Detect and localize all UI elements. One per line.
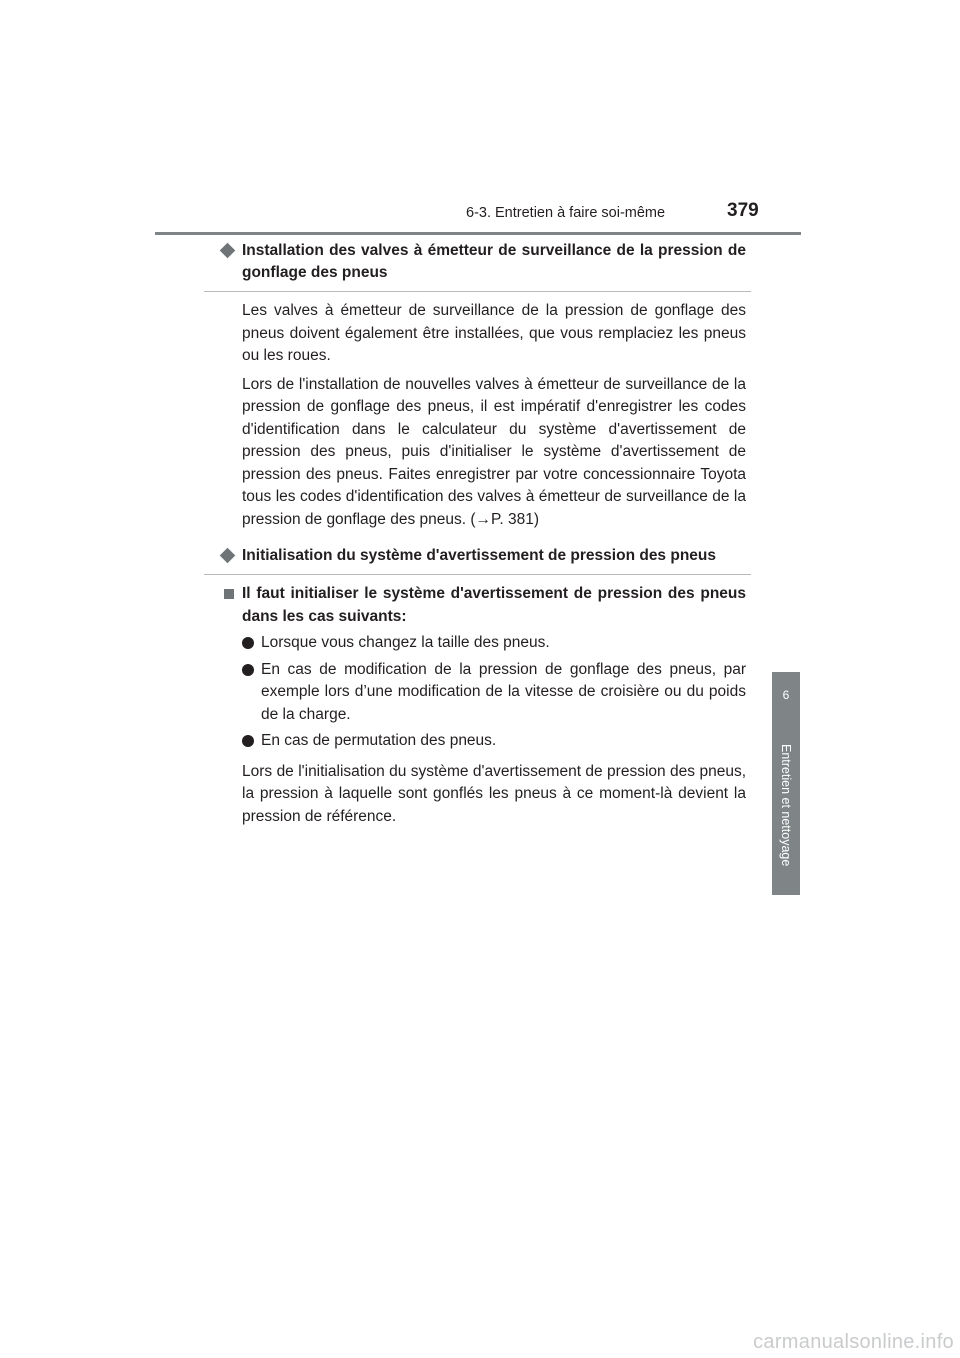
header-divider (155, 232, 801, 235)
diamond-bullet-icon (220, 243, 236, 259)
section-heading-text: Initialisation du système d'avertissement de pression des pneus (242, 547, 717, 564)
page-number: 379 (727, 200, 759, 221)
list-item (218, 659, 746, 727)
list-item-text: En cas de permutation des pneus. (261, 732, 497, 749)
running-header-section: 6-3. Entretien à faire soi-même (466, 205, 666, 221)
round-bullet-icon (242, 735, 254, 747)
section-heading-valve-installation (218, 240, 746, 292)
paragraph: Les valves à émetteur de surveillance de la pression de gonflage des pneus doivent également être installées, que vous remplaciez les pneus ou les roues. (242, 302, 746, 364)
paragraph: Lors de l'initialisation du système d'avertissement de pression des pneus, la pression à laquelle sont gonflés les pneus à ce moment-là devient la pression de référence. (242, 762, 746, 825)
chapter-number: 6 (782, 688, 790, 702)
diamond-bullet-icon (220, 548, 236, 564)
square-bullet-icon (224, 589, 234, 599)
list-item-text: En cas de modification de la pression de gonflage des pneus, par exemple lors d’une modification de la vitesse de croisière ou du poids de la charge. (261, 660, 746, 723)
chapter-label: Entretien et nettoyage (779, 744, 793, 867)
round-bullet-icon (242, 664, 254, 676)
list-item-text: Lorsque vous changez la taille des pneus. (261, 634, 550, 651)
section-heading-text: Installation des valves à émetteur de surveillance de la pression de gonflage des pneus (242, 242, 746, 281)
section-heading-initialization (218, 545, 746, 575)
subsection-heading-text: Il faut initialiser le système d'avertissement de pression des pneus dans les cas suivants: (242, 585, 746, 625)
watermark: carmanualsonline.info (753, 1331, 954, 1353)
chapter-side-tab (772, 672, 800, 895)
subsection-heading (218, 583, 746, 628)
page-content (218, 240, 746, 834)
paragraph: Lors de l'installation de nouvelles valves à émetteur de surveillance de la pression de gonflage des pneus, il est impératif d'enregistrer les codes d'identification dans le calculateur du système d'avertissement de pression des pneus, puis d'initialiser le système d'avertissement de pression des pneus. Faites enregistrer par votre concessionnaire Toyota tous les codes d'identification des valves à émetteur de surveillance de la pression de gonflage des pneus. (→P. 381) (242, 375, 746, 528)
round-bullet-icon (242, 637, 254, 649)
list-item (218, 632, 746, 655)
list-item (218, 730, 746, 753)
